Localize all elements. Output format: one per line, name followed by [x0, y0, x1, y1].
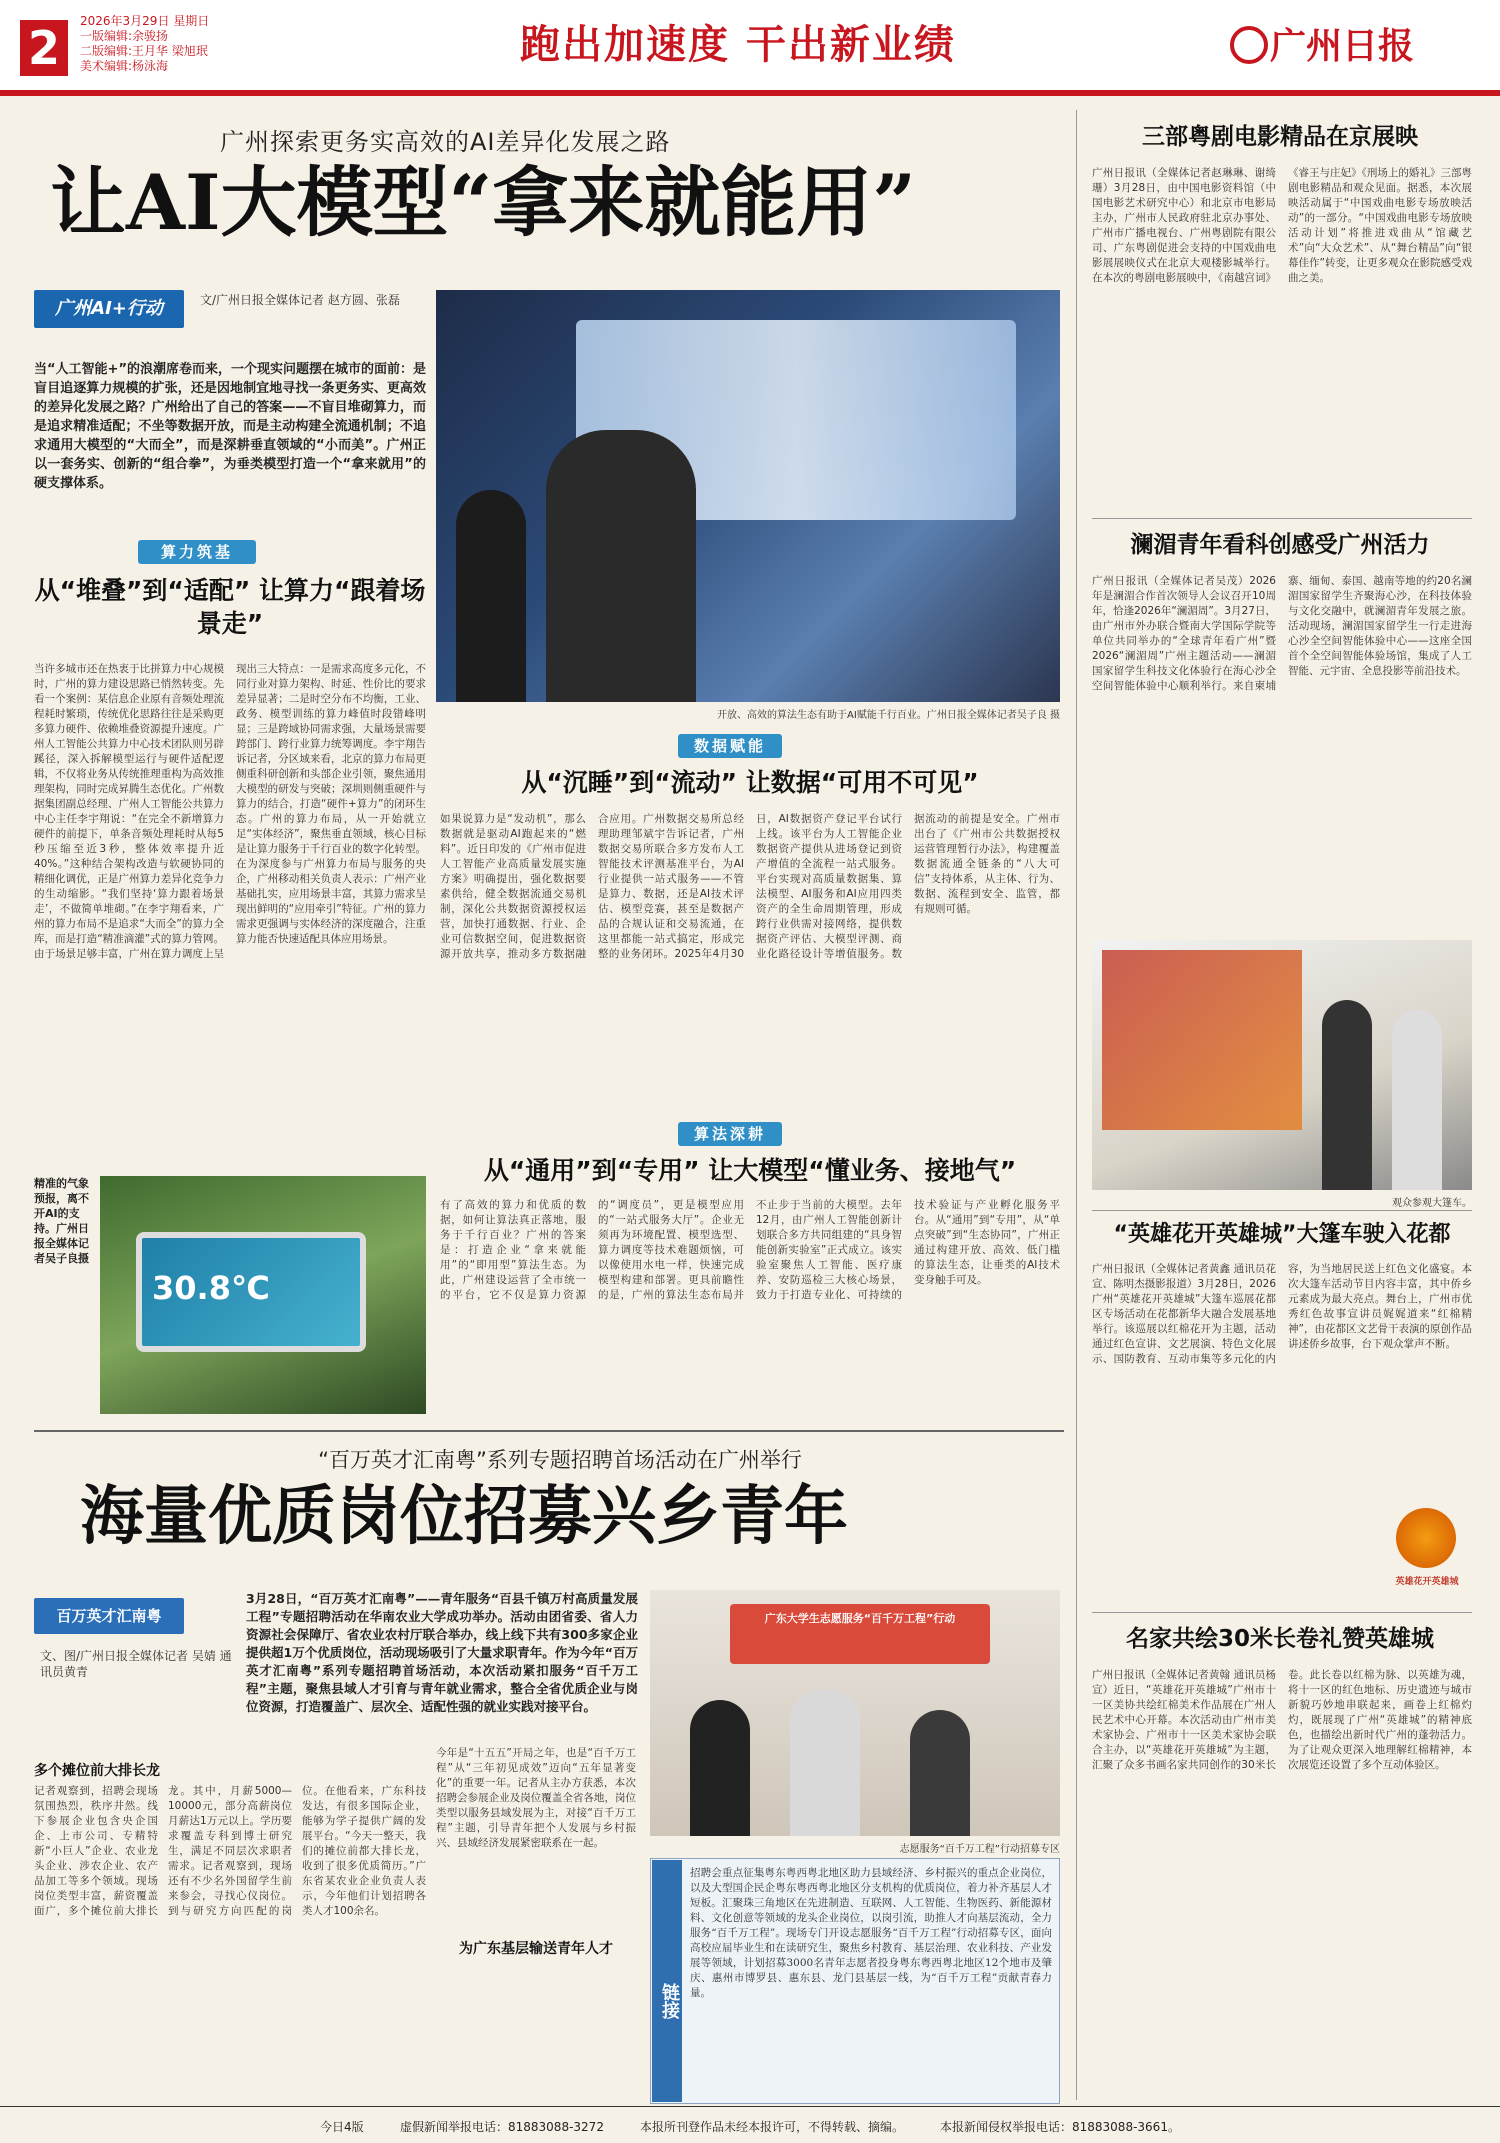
lead-intro: 当“人工智能+”的浪潮席卷而来，一个现实问题摆在城市的面前：是盲目追逐算力规模的扩张，还是因地制宜地寻找一条更务实、更高效的差异化发展之路？广州给出了自己的答案——不盲目堆砌算力，而是追求精准适配；不坐等数据开放，而是主动构建全流通机制；不追求通用大模型的“大而全”，而是深耕垂直领域的“小而美”。广州正以一套务实、创新的“组合拳”，为垂类模型打造一个“拿来就用”的硬支撑体系。 [34, 362, 426, 491]
page-slogan: 跑出加速度 干出新业绩 [520, 22, 956, 68]
weather-screen [136, 1232, 366, 1352]
section-body: 当许多城市还在热衷于比拼算力中心规模时，广州的算力建设思路已悄然转变。先看一个案例：某信息企业原有音频处理流程耗时繁琐，传统优化思路往往是采购更多算力硬件、依赖堆叠资源提升速度。广州人工智能公共算力中心技术团队则另辟蹊径，深入拆解模型运行与硬件适配逻辑，不仅将业务从传统推理重构为高效推理架构，同时完成昇腾生态优化。广州数据集团副总经理、广州人工智能公共算力中心主任李宇翔说：“在完全不新增算力硬件的前提下，单条音频处理耗时从每5秒压缩至近3秒，整体效率提升近40%。”这种结合架构改造与软硬协同的精细化调优，正是广州算力差异化竞争力的生动缩影。“我们坚持‘算力跟着场景走’，不做简单堆砌。”在李宇翔看来，广州的算力布局不是追求“大而全”的算力全库，而是打造“精准滴灌”式的算力管网。由于场景足够丰富，广州在算力调度上呈现出三大特点：一是需求高度多元化，不同行业对算力架构、时延、性价比的要求差异显著；二是时空分布不均衡，工业、政务、模型训练的算力峰值时段错峰明显；三是跨域协同需求强，大量场景需要跨部门、跨行业算力统筹调度。李宇翔告诉记者，分区域来看，北京的算力布局更侧重科研创新和头部企业引领，聚焦通用大模型的研发与突破；深圳则侧重硬件与算力的结合，打造“硬件+算力”的闭环生态。广州的算力布局，从一开始就立足“实体经济”，聚焦垂直领域，核心目标是让算力服务于千行百业的数字化转型。在为深度参与广州算力布局与服务的央企，广州移动相关负责人表示：广州产业基础扎实，应用场景丰富，其算力需求呈现出鲜明的“应用牵引”特征。广州的算力需求更强调与实体经济的深度融合，注重算力能否快速适配具体应用场景。 [34, 663, 426, 960]
newspaper-logo-icon [1230, 26, 1268, 64]
attendee-figure [910, 1710, 970, 1836]
photo2-caption: 精准的气象预报，离不开AI的支持。广州日报全媒体记者吴子良摄 [34, 1177, 89, 1265]
visitor-figure [1392, 1010, 1442, 1190]
section-tag: 算法深耕 [678, 1122, 782, 1146]
lead-photo [436, 290, 1060, 702]
attendee-figure [690, 1700, 750, 1836]
editor-line: 美术编辑:杨泳海 [80, 59, 169, 73]
section-tag: 数据赋能 [678, 734, 782, 758]
section-tag: 算力筑基 [138, 540, 256, 564]
recruitment-photo-caption: 志愿服务“百千万工程”行动招募专区 [899, 1844, 1060, 1855]
story-title: “英雄花开英雄城”大篷车驶入花都 [1113, 1222, 1451, 1247]
visitor-figure [546, 430, 696, 702]
bottom-headline: 海量优质岗位招募兴乡青年 [80, 1479, 848, 1554]
section-body: 记者观察到，招聘会现场氛围热烈，秩序井然。线下参展企业包含央企国企、上市公司、专精特新“小巨人”企业、农业龙头企业、涉农企业、农产品加工等多个领域。现场岗位类型丰富，薪资覆盖面广，多个摊位前大排长龙。其中，月薪5000—10000元，部分高薪岗位月薪达1万元以上。学历要求覆盖专科到博士研究生，满足不同层次求职者需求。记者观察到，现场还有不少名外国留学生前来参会，寻找心仪岗位。到与研究方向匹配的岗位。在他看来，广东科技发达，有很多国际企业，能够为学子提供广阔的发展平台。“今天一整天，我们的摊位前都大排长龙，收到了很多优质简历。”广东省某农业企业负责人表示，今年他们计划招聘各类人才100余名。 [34, 1785, 426, 1917]
caravan-photo-caption: 观众参观大篷车。 [1392, 1198, 1472, 1209]
footer-item: 虚假新闻举报电话：81883088-3272 [400, 2120, 604, 2134]
bottom-byline: 文、图/广州日报全媒体记者 吴婧 通讯员黄青 [40, 1649, 232, 1679]
lead-headline: 让AI大模型“拿来就能用” [50, 158, 916, 247]
section-title: 从“通用”到“专用” 让大模型“懂业务、接地气” [483, 1156, 1017, 1185]
section-body: 有了高效的算力和优质的数据，如何让算法真正落地，服务于千行百业？广州的答案是：打造企业“拿来就能用”的“即用型”算法生态。为此，广州建设运营了全市统一的平台，它不仅是算力资源的“调度员”，更是模型应用的“一站式服务大厅”。企业无须再为环境配置、模型选型、算力调度等技术难题烦恼，可以像使用水电一样，快速完成模型构建和部署。更具前瞻性的是，广州的算法生态布局并不止步于当前的大模型。去年12月，由广州人工智能创新计划联合多方共同组建的“具身智能创新实验室”正式成立。该实验室聚焦人工智能、医疗康养、安防巡检三大核心场景，致力于打造专业化、可持续的技术验证与产业孵化服务平台。从“通用”到“专用”，从“单点突破”到“生态协同”，广州正通过构建开放、高效、低门槛的算法生态，让垂类的AI技术变身触手可及。 [440, 1199, 1060, 1301]
lead-byline: 文/广州日报全媒体记者 赵方圆、张磊 [200, 293, 400, 307]
temperature-readout: 30.8℃ [152, 1269, 270, 1307]
campaign-logo-label: 英雄花开英雄城 [1395, 1577, 1459, 1587]
story-body: 广州日报讯（全媒体记者赵琳琳、谢绮珊）3月28日，由中国电影资料馆（中国电影艺术研究中心）和北京市电影局主办，广州市人民政府驻北京办事处、广州市广播电视台、广州粤剧院有限公司、广东粤剧促进会支持的中国戏曲电影展展映仪式在北京大观楼影城举行。在本次的粤剧电影展映中，《南越宫词》《睿王与庄妃》《刑场上的婚礼》三部粤剧电影精品和观众见面。据悉，本次展映活动属于“中国戏曲电影专场放映活动”的一部分。“中国戏曲电影专场放映活动计划”将推进戏曲从“馆藏艺术”向“大众艺术”、从“舞台精品”向“银幕佳作”转变，让更多观众在影院感受戏曲之美。 [1092, 167, 1472, 284]
story-separator [1092, 518, 1472, 519]
sub-heading: 多个摊位前大排长龙 [34, 1763, 160, 1779]
header-rule [0, 90, 1500, 96]
section-title: 从“沉睡”到“流动” 让数据“可用不可见” [521, 768, 979, 797]
story-body: 广州日报讯（全媒体记者黄翰 通讯员杨宣）近日，“英雄花开英雄城”广州市十一区美协共绘红棉美术作品展在广州人民艺术中心开幕。本次活动由广州市美术家协会、广州市十一区美术家协会联合主办，以“英雄花开英雄城”为主题，汇聚了众多书画名家共同创作的30米长卷。此长卷以红棉为脉、以英雄为魂，将十一区的红色地标、历史遗迹与城市新貌巧妙地串联起来，画卷上红棉灼灼，既展现了广州“英雄城”的精神底色，也描绘出新时代广州的蓬勃活力。为了让观众更深入地理解红棉精神，本次展览还设置了多个互动体验区。 [1092, 1669, 1472, 1771]
issue-date: 2026年3月29日 星期日 [80, 14, 210, 28]
column-divider [1076, 110, 1077, 2100]
footer-item: 本报所刊登作品未经本报许可，不得转载、摘编。 [640, 2120, 905, 2134]
story-title: 澜湄青年看科创感受广州活力 [1130, 532, 1430, 558]
editor-line: 一版编辑:余骏扬 [80, 29, 169, 43]
attendee-figure [790, 1690, 860, 1836]
footer-rule [0, 2106, 1500, 2107]
newspaper-logo: 广州日报 [1270, 25, 1415, 67]
caravan-photo [1092, 940, 1472, 1190]
event-banner: 广东大学生志愿服务“百千万工程”行动 [730, 1604, 990, 1664]
section-body: 今年是“十五五”开局之年，也是“百千万工程”从“三年初见成效”迈向“五年显著变化”的重要一年。记者从主办方获悉，本次招聘会参展企业及岗位覆盖全省各地，岗位类型以服务县域发展为主，对接“百千万工程”主题，引导青年把个人发展与乡村振兴、县域经济发展紧密联系在一起。 [436, 1747, 636, 1849]
footer-item: 本报新闻侵权举报电话：81883088-3661。 [940, 2120, 1180, 2134]
section-body: 如果说算力是“发动机”，那么数据就是驱动AI跑起来的“燃料”。近日印发的《广州市促进人工智能产业高质量发展实施方案》明确提出，强化数据要素供给，健全数据流通交易机制，深化公共数据资源授权运营，加快打通数据、行业、企业可信数据空间，促进数据资源开放共享，推动多方数据融合应用。广州数据交易所总经理助理邹斌宇告诉记者，广州数据交易所联合多方发布人工智能技术评测基准平台，为AI行业提供一站式服务——不管是算力、数据，还是AI技术评估、模型竞赛，甚至是数据产品的合规认证和交易流通，在这里都能一站式搞定，形成完整的业务闭环。2025年4月30日，AI数据资产登记平台试行上线。该平台为人工智能企业数据资产提供从进场登记到资产增值的全流程一站式服务。平台实现对高质量数据集、算法模型、AI服务和AI应用四类资产的全生命周期管理，形成跨行业供需对接网络，提供数据资产评估、大模型评测、商业化路径设计等增值服务。数据流动的前提是安全。广州市出台了《广州市公共数据授权运营管理暂行办法》，构建覆盖数据流通全链条的“八大可信”支持体系，从主体、行为、数据、流程到安全、监管，都有规则可循。 [440, 813, 1060, 960]
story-title: 名家共绘30米长卷礼赞英雄城 [1125, 1626, 1434, 1652]
series-badge: 广州AI+行动 [34, 290, 184, 328]
bottom-intro: 3月28日，“百万英才汇南粤”——青年服务“百县千镇万村高质量发展工程”专题招聘活动在华南农业大学成功举办。活动由团省委、省人力资源社会保障厅、省农业农村厅联合举办，线上线下共有300多家企业提供超1万个优质岗位，活动现场吸引了大量求职青年。作为今年“百万英才汇南粤”系列专题招聘首场活动，本次活动紧扣服务“百千万工程”主题，聚焦县域人才引育与青年就业需求，整合全省优质企业与岗位资源，打造覆盖广、层次全、适配性强的就业实践对接平台。 [246, 1591, 638, 1714]
story-separator [34, 1430, 1064, 1432]
exhibit-panel [1102, 950, 1302, 1130]
header-meta [80, 14, 209, 74]
visitor-figure [1322, 1000, 1372, 1190]
lead-photo-caption: 开放、高效的算法生态有助于AI赋能千行百业。广州日报全媒体记者吴子良 摄 [717, 710, 1060, 721]
footer-left: 今日4版 [320, 2120, 364, 2134]
visitor-figure [456, 490, 526, 702]
story-body: 广州日报讯（全媒体记者黄鑫 通讯员花宣、陈明杰摄影报道）3月28日，2026广州“英雄花开英雄城”大篷车巡展花都区专场活动在花都新华大融合发展基地举行。该巡展以红棉花开为主题，活动通过红色宣讲、文艺展演、特色文化展示、国防教育、互动市集等多元化的内容，为当地居民送上红色文化盛宴。本次大篷车活动节目内容丰富，其中侨乡元素成为最大亮点。舞台上，广州市优秀红色故事宣讲员娓娓道来“红棉精神”，由花都区文艺骨干表演的原创作品讲述侨乡故事，台下观众掌声不断。 [1092, 1263, 1472, 1365]
page-footer [0, 2110, 1500, 2143]
bottom-kicker: “百万英才汇南粤”系列专题招聘首场活动在广州举行 [318, 1448, 802, 1472]
story-title: 三部粤剧电影精品在京展映 [1142, 124, 1418, 150]
story-separator [1092, 1612, 1472, 1613]
lead-kicker: 广州探索更务实高效的AI差异化发展之路 [220, 128, 671, 156]
page-number: 2 [20, 20, 68, 76]
editor-line: 二版编辑:王月华 梁旭珉 [80, 44, 208, 58]
section-title: 从“堆叠”到“适配” 让算力“跟着场景走” [34, 576, 426, 638]
sub-heading: 为广东基层输送青年人才 [459, 1941, 613, 1957]
story-separator [1092, 1210, 1472, 1211]
weather-photo [100, 1176, 426, 1414]
story-body: 广州日报讯（全媒体记者吴茂）2026年是澜湄合作首次领导人会议召开10周年，恰逢2026年“澜湄周”。3月27日，由广州市外办联合暨南大学国际学院等单位共同举办的“全球青年看广州”暨2026“澜湄周”广州主题活动——澜湄国家留学生科技文化体验行在海心沙全空间智能体验中心顺利举行。来自柬埔寨、缅甸、泰国、越南等地的约20名澜湄国家留学生齐聚海心沙，在科技体验与文化交融中，就澜湄青年发展之旅。活动现场，澜湄国家留学生一行走进海心沙全空间智能体验中心——这座全国首个全空间智能体验场馆，集成了人工智能、元宇宙、全息投影等前沿技术。 [1092, 575, 1472, 692]
link-label: 链接 [652, 1860, 682, 2102]
campaign-logo-icon [1396, 1508, 1456, 1568]
series-badge: 百万英才汇南粤 [34, 1598, 184, 1634]
recruitment-photo [650, 1590, 1060, 1836]
link-body: 招聘会重点征集粤东粤西粤北地区助力县域经济、乡村振兴的重点企业岗位，以及大型国企民企粤东粤西粤北地区分支机构的优质岗位，着力补齐基层人才短板。汇聚珠三角地区在先进制造、互联网、人工智能、生物医药、新能源材料、文化创意等领域的龙头企业岗位，以岗引流，助推人才向基层流动，全力服务“百千万工程”。现场专门开设志愿服务“百千万工程”行动招募专区，面向高校应届毕业生和在读研究生，聚焦乡村教育、基层治理、农业科技、产业发展等领域，计划招募3000名青年志愿者投身粤东粤西粤北地区12个地市及肇庆、惠州市博罗县、惠东县、龙门县基层一线，为“百千万工程”贡献青春力量。 [690, 1867, 1052, 1999]
